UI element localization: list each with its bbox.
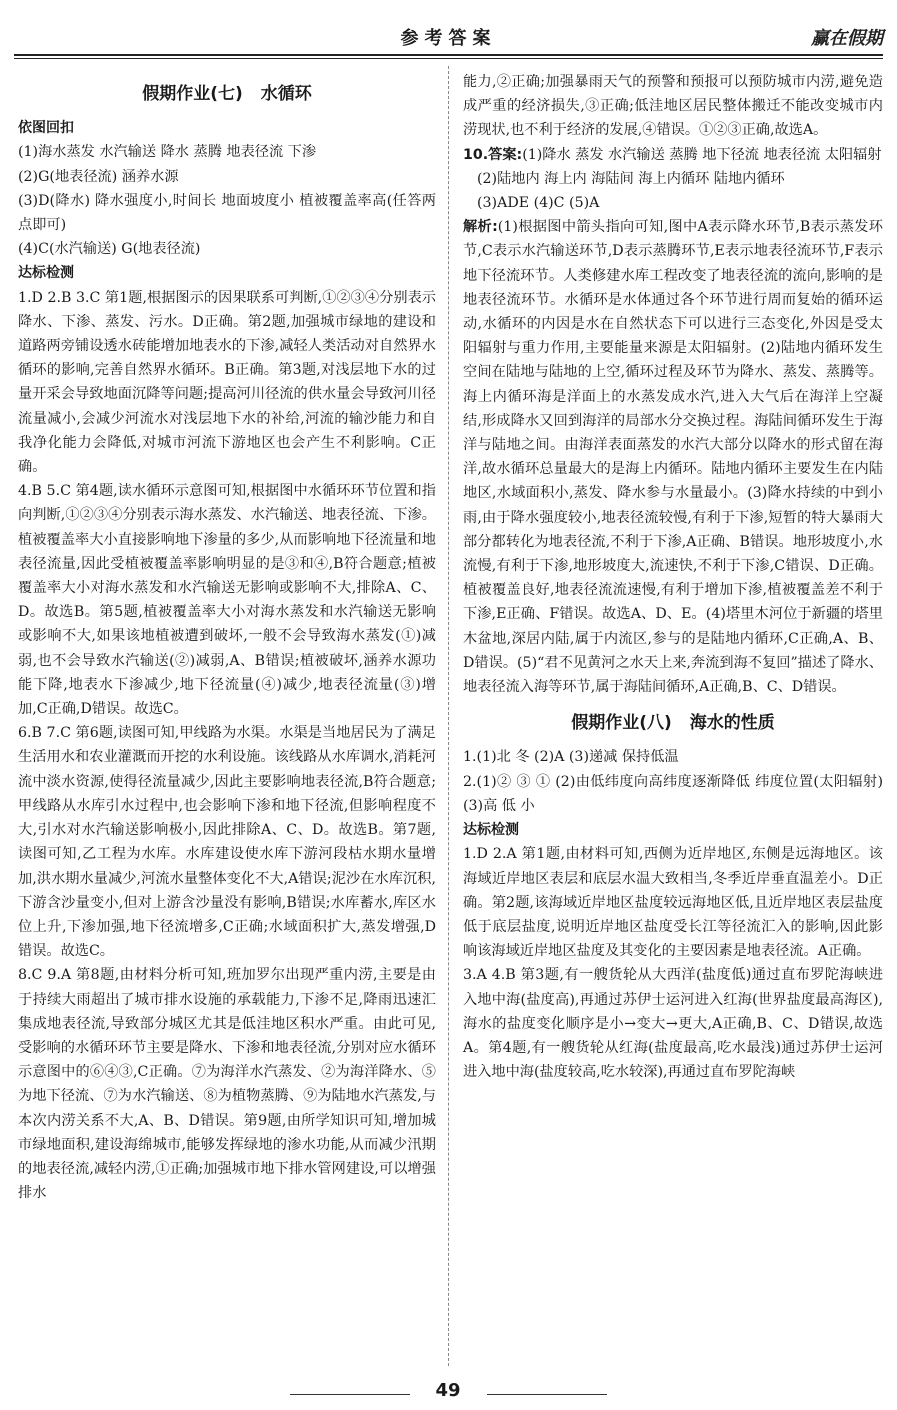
header-rule <box>14 54 883 56</box>
q10-analysis <box>463 215 883 699</box>
analysis-label: 解析: <box>463 219 498 236</box>
header-rule-thin <box>14 58 883 59</box>
check-heading: 达标检测 <box>18 265 74 282</box>
answer-paragraph: 4.B 5.C 第4题,读水循环示意图可知,根据图中水循环环节位置和指向判断,①②③④分别表示海水蒸发、水汽输送、地表径流、下渗。植被覆盖率大小直接影响地下渗量的多少,从而影响地下径流量和地表径流量,因此受植被覆盖率影响明显的是③和④,B符合题意;植被覆盖率大小对海水蒸发和水汽输送无影响或影响不大,排除A、C、D。故选B。第5题,植被覆盖率大小对海水蒸发和水汽输送无影响或影响不大,如果该地植被遭到破坏,一般不会导致海水蒸发(①)减弱,也不会导致水汽输送(②)减弱,A、B错误;植被破坏,涵养水源功能下降,地表水下渗减少,地下径流量(④)减少,地表径流量(③)增加,C正确,D错误。故选C。 <box>18 483 436 718</box>
answer-item: 2.(1)② ③ ① (2)由低纬度向高纬度逐渐降低 纬度位置(太阳辐射) (3)高 低 小 <box>463 773 883 814</box>
right-column <box>463 70 883 1084</box>
footer-rule-left <box>290 1394 410 1395</box>
brand-logo: 赢在假期 <box>811 28 883 49</box>
answer-paragraph: 1.D 2.A 第1题,由材料可知,西侧为近岸地区,东侧是远海地区。该海域近岸地区表层和底层水温大致相当,冬季近岸垂直温差小。D正确。第2题,该海域近岸地区盐度较远海地区低,且近岸地区表层盐度低于底层盐度,说明近岸地区盐度受长江等径流汇入的影响,因此影响该海域近岸地区盐度及其变化的主要因素是地表径流。A正确。 <box>463 846 883 960</box>
column-divider <box>448 66 449 1366</box>
check-heading: 达标检测 <box>463 822 519 839</box>
review-heading: 依图回扣 <box>18 120 74 137</box>
page-number: 49 <box>435 1380 461 1401</box>
header-title: 参考答案 <box>400 28 497 49</box>
left-column <box>18 70 436 1205</box>
analysis-text: (1)根据图中箭头指向可知,图中A表示降水环节,B表示蒸发环节,C表示水汽输送环节,D表示蒸腾环节,E表示地表径流环节,F表示地下径流环节。人类修建水库工程改变了地表径流的流向,影响的是地表径流环节。水循环是水体通过各个环节进行周而复始的循环运动,水循环的内因是水在自然状态下可以进行三态变化,外因是受太阳辐射与重力作用,主要能量来源是太阳辐射。(2)陆地内循环发生空间在陆地与陆地的上空,循环过程及环节为降水、蒸发、蒸腾等。海上内循环海是洋面上的水蒸发成水汽,进入大气后在海洋上空凝结,形成降水又回到海洋的局部水分交换过程。海陆间循环发生于海洋与陆地之间。由海洋表面蒸发的水汽大部分以降水的形式留在海洋,故水循环总量最大的是海上内循环。陆地内循环主要发生在内陆地区,水域面积小,蒸发、降水参与水量最小。(3)降水持续的中到小雨,由于降水强度较小,地表径流较慢,有利于下渗,短暂的特大暴雨大部分都转化为地表径流,不利于下渗,A正确、B错误。地形坡度小,水流慢,有利于下渗,地形坡度大,流速快,不利于下渗,C错误、D正确。植被覆盖良好,地表径流流速慢,有利于增加下渗,植被覆盖差不利于下渗,E正确、F错误。故选A、D、E。(4)塔里木河位于新疆的塔里木盆地,深居内陆,属于内流区,参与的是陆地内循环,C正确,A、B、D错误。(5)“君不见黄河之水天上来,奔流到海不复回”描述了降水、地表径流入海等环节,属于海陆间循环,A正确,B、C、D错误。 <box>463 219 883 696</box>
section-title-7: 假期作业(七) 水循环 <box>142 84 312 104</box>
review-line: (1)海水蒸发 水汽输送 降水 蒸腾 地表径流 下渗 <box>18 144 317 161</box>
footer-rule-right <box>487 1394 607 1395</box>
page-header <box>0 0 897 62</box>
q10-line: (2)陆地内 海上内 海陆间 海上内循环 陆地内循环 <box>477 170 785 187</box>
q10-line: (1)降水 蒸发 水汽输送 蒸腾 地下径流 地表径流 太阳辐射 <box>522 146 882 163</box>
answer-item: 1.(1)北 冬 (2)A (3)递减 保持低温 <box>463 749 679 766</box>
answer-paragraph: 8.C 9.A 第8题,由材料分析可知,班加罗尔出现严重内涝,主要是由于持续大雨超出了城市排水设施的承载能力,下渗不足,降雨迅速汇集成地表径流,导致部分城区尤其是低洼地区积水严重。由此可见,受影响的水循环环节主要是降水、下渗和地表径流,分别对应水循环示意图中的⑥④③,C正确。⑦为海洋水汽蒸发、②为海洋降水、⑤为地下径流、⑦为水汽输送、⑧为植物蒸腾、⑨为陆地水汽蒸发,与本次内涝关系不大,A、B、D错误。第9题,由所学知识可知,增加城市绿地面积,建设海绵城市,能够发挥绿地的渗水功能,从而减少汛期的地表径流,减轻内涝,①正确;加强城市地下排水管网建设,可以增强排水 <box>18 967 436 1202</box>
review-line: (2)G(地表径流) 涵养水源 <box>18 168 179 185</box>
answer-paragraph: 3.A 4.B 第3题,有一艘货轮从大西洋(盐度低)通过直布罗陀海峡进入地中海(盐度高),再通过苏伊士运河进入红海(世界盐度最高海区),海水的盐度变化顺序是小→变大→更大,A正确,B、C、D错误,故选A。第4题,有一艘货轮从红海(盐度最高,吃水最浅)通过苏伊士运河进入地中海(盐度较高,吃水较深),再通过直布罗陀海峡 <box>463 967 883 1081</box>
q10-line: (3)ADE (4)C (5)A <box>477 195 600 212</box>
review-line: (4)C(水汽输送) G(地表径流) <box>18 241 201 258</box>
section-title-8: 假期作业(八) 海水的性质 <box>571 713 775 734</box>
review-line: (3)D(降水) 降水强度小,时间长 地面坡度小 植被覆盖率高(任答两点即可) <box>18 192 436 234</box>
q10-label: 10.答案: <box>463 146 523 163</box>
answer-paragraph: 6.B 7.C 第6题,读图可知,甲线路为水渠。水渠是当地居民为了满足生活用水和农业灌溉而开挖的水利设施。该线路从水库调水,消耗河流中淡水资源,使得径流量减少,因此主要影响地表径流,B符合题意;甲线路从水库引水过程中,也会影响下渗和地下径流,但影响程度不大,引水对水汽输送影响极小,因此排除A、C、D。故选B。第7题,读图可知,乙工程为水库。水库建设使水库下游河段枯水期水量增加,洪水期水量减少,河流水量整体变化不大,A错误;泥沙在水库沉积,下游含沙量变小,但对上游含沙量没有影响,B错误;水库蓄水,库区水位上升,下渗加强,地下径流增多,C正确;水域面积扩大,蒸发增强,D错误。故选C。 <box>18 725 436 960</box>
answer-paragraph: 1.D 2.B 3.C 第1题,根据图示的因果联系可判断,①②③④分别表示降水、下渗、蒸发、污水。D正确。第2题,加强城市绿地的建设和道路两旁铺设透水砖能增加地表水的下渗,减轻人类活动对自然界水循环的影响,完善自然界水循环。B正确。第3题,对浅层地下水的过量开采会导致地面沉降等问题;提高河川径流的供水量会导致河川径流量减小,会减少河流水对浅层地下水的补给,河流的输沙能力和自我净化能力会降低,对城市河流下游地区也会产生不利影响。C正确。 <box>18 289 436 476</box>
q10-answer <box>463 143 883 167</box>
page-footer <box>0 1380 897 1410</box>
answer-paragraph: 能力,②正确;加强暴雨天气的预警和预报可以预防城市内涝,避免造成严重的经济损失,③正确;低洼地区居民整体搬迁不能改变城市内涝现状,也不利于经济的发展,④错误。①②③正确,故选A。 <box>463 74 883 139</box>
